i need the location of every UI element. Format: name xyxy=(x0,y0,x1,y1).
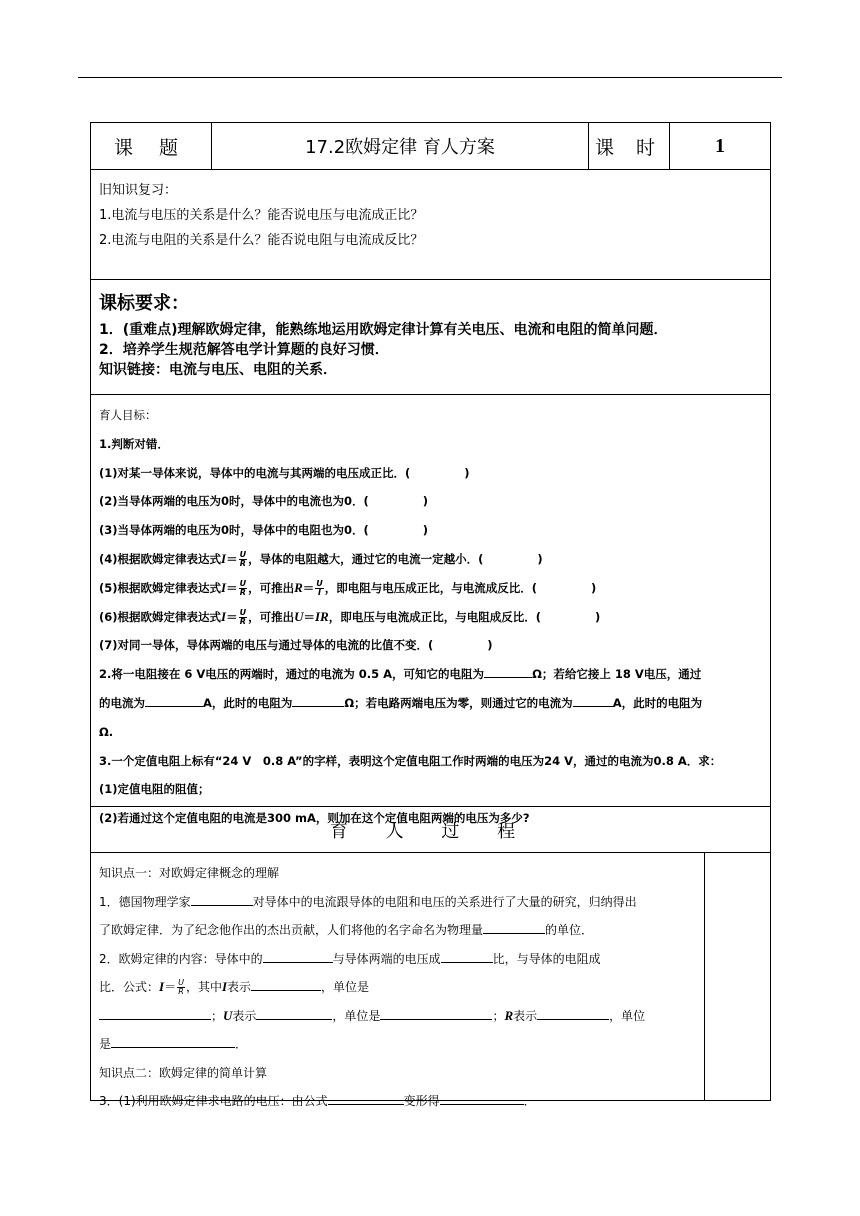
standards-item-1: 1．(重难点)理解欧姆定律，能熟练地运用欧姆定律计算有关电压、电流和电阻的简单问题． xyxy=(99,322,668,338)
p3-text: 3．(1)利用欧姆定律求电路的电压：由公式 xyxy=(99,1094,328,1108)
judge-heading: 1.判断对错． xyxy=(99,436,169,451)
judge-text: ，可推出 xyxy=(248,609,295,624)
question-3-part-1: (1)定值电阻的阻值； xyxy=(99,782,210,797)
p1-text: 1．德国物理学家 xyxy=(99,894,191,909)
process-item-1-line-2 xyxy=(99,916,698,945)
p2-text: 表示 xyxy=(513,1008,538,1023)
paren-close: ) xyxy=(537,551,543,566)
p2-text: 表示 xyxy=(232,1008,257,1023)
p3-text: 变形得 xyxy=(403,1094,440,1108)
numerator: U xyxy=(316,578,323,588)
blank-resistance xyxy=(484,665,532,678)
process-item-2-line-4 xyxy=(99,1030,698,1059)
judge-item-7 xyxy=(99,631,764,660)
blank-proportional xyxy=(441,950,493,963)
fraction-u-over-r xyxy=(239,609,248,626)
process-content xyxy=(91,853,705,1108)
judge-text: (5)根据欧姆定律表达式 xyxy=(99,580,222,595)
q2-text: A，此时的电阻为 xyxy=(612,695,703,710)
p2-text: 比，与导体的电阻成 xyxy=(492,951,601,966)
numerator: U xyxy=(239,578,247,588)
numerator: U xyxy=(239,549,247,559)
blank-physicist xyxy=(191,893,253,906)
process-section xyxy=(91,853,770,1108)
hours-value: 1 xyxy=(715,134,725,157)
equals: ＝ xyxy=(226,551,238,566)
judge-text: ，即电压与电流成正比，与电阻成反比．( xyxy=(328,609,541,624)
fraction-u-over-r xyxy=(239,551,248,568)
judge-text: (3)当导体两端的电压为0时，导体中的电阻也为0．( xyxy=(99,523,369,538)
question-2-line-2 xyxy=(99,689,764,718)
blank-r-unit xyxy=(111,1035,235,1048)
hours-label: 课 时 xyxy=(589,123,670,169)
equals: ＝ xyxy=(302,580,315,595)
judge-item-5 xyxy=(99,574,764,603)
var-i: I xyxy=(159,979,165,994)
judge-item-1 xyxy=(99,459,764,488)
review-section xyxy=(91,170,770,280)
blank-u-unit xyxy=(380,1007,492,1020)
var-r: R xyxy=(504,1007,514,1023)
judge-text: (6)根据欧姆定律表达式 xyxy=(99,609,222,624)
p2-text: ，其中 xyxy=(185,980,222,994)
judge-item-3 xyxy=(99,516,764,545)
process-item-2-line-3 xyxy=(99,1002,698,1031)
knowledge-point-2: 知识点二：欧姆定律的简单计算 xyxy=(99,1065,268,1080)
fraction-u-over-i xyxy=(315,580,324,597)
judge-item-6 xyxy=(99,603,764,632)
q2-text: Ω；若给它接上 18 V电压，通过 xyxy=(532,667,702,682)
p2-text: ，单位是 xyxy=(332,1008,381,1023)
header-row xyxy=(91,123,770,170)
knowledge-link: 知识链接：电流与电压、电阻的关系． xyxy=(99,362,337,378)
process-item-3 xyxy=(99,1087,698,1116)
question-2-line-3: Ω. xyxy=(99,724,114,739)
var-r: R xyxy=(294,579,303,595)
p1-text: 了欧姆定律．为了纪念他作出的杰出贡献，人们将他的名字命名为物理量 xyxy=(99,923,484,937)
var-i: I xyxy=(221,979,228,994)
topic-label: 课 题 xyxy=(91,123,212,169)
var-ir: IR xyxy=(314,608,329,624)
judge-text: ，可推出 xyxy=(248,580,295,595)
question-2-line-1 xyxy=(99,660,764,689)
p3-text: ． xyxy=(523,1094,536,1108)
var-i: I xyxy=(221,579,227,595)
p2-text: ． xyxy=(235,1037,248,1051)
blank-formula xyxy=(328,1092,404,1105)
question-3: 3.一个定值电阻上标有“24 V 0.8 A”的字样，表明这个定值电阻工作时两端的电压为24 V，通过的电流为0.8 A．求： xyxy=(99,753,722,768)
denominator: R xyxy=(239,558,246,568)
header-rule xyxy=(78,77,782,78)
var-u: U xyxy=(223,1007,233,1023)
goals-section xyxy=(91,395,770,826)
judge-text: (1)对某一导体来说，导体中的电流与其两端的电压成正比．( xyxy=(99,465,411,480)
standards-heading: 课标要求： xyxy=(99,293,189,314)
p2-text: 2．欧姆定律的内容：导体中的 xyxy=(99,951,263,966)
blank-current-2 xyxy=(573,694,613,707)
numerator: U xyxy=(239,607,247,617)
denominator: R xyxy=(178,987,184,996)
denominator: R xyxy=(239,587,246,597)
paren-close: ) xyxy=(594,609,601,624)
process-heading: 育 人 过 程 xyxy=(91,807,770,853)
judge-text: (7)对同一导体，导体两端的电压与通过导体的电流的比值不变．( xyxy=(99,638,434,653)
equals: ＝ xyxy=(164,980,177,994)
judge-text: (2)当导体两端的电压为0时，导体中的电流也为0．( xyxy=(99,494,369,509)
question-3-part-2: (2)若通过这个定值电阻的电流是300 mA，则加在这个定值电阻两端的电压为多少? xyxy=(99,811,530,826)
q2-text: Ω；若电路两端电压为零，则通过它的电流为 xyxy=(344,695,573,710)
notes-column xyxy=(705,853,770,1100)
numerator: U xyxy=(178,978,184,987)
equals: ＝ xyxy=(303,609,315,624)
judge-text: ，导体的电阻越大，通过它的电流一定越小．( xyxy=(248,551,484,566)
standards-item-2: 2．培养学生规范解答电学计算题的良好习惯． xyxy=(99,342,389,358)
blank-current xyxy=(145,694,203,707)
p1-text: 对导体中的电流跟导体的电阻和电压的关系进行了大量的研究，归纳得出 xyxy=(252,894,637,909)
q2-text: 2.将一电阻接在 6 V电压的两端时，通过的电流为 0.5 A，可知它的电阻为 xyxy=(99,667,485,682)
standards-section xyxy=(91,280,770,395)
fraction-u-over-r xyxy=(177,979,185,996)
blank-current-word xyxy=(263,950,333,963)
p2-text: 表示 xyxy=(227,980,252,994)
p2-text: 是 xyxy=(99,1037,112,1051)
paren-close: ) xyxy=(464,465,470,480)
blank-i-meaning xyxy=(251,978,321,991)
blank-resistance-2 xyxy=(292,694,344,707)
p2-text: ； xyxy=(492,1008,505,1023)
blank-r-meaning xyxy=(537,1007,609,1020)
fraction-u-over-r xyxy=(239,580,248,597)
blank-u-meaning xyxy=(256,1007,332,1020)
paren-close: ) xyxy=(487,638,493,653)
judge-text: (4)根据欧姆定律表达式 xyxy=(99,551,222,566)
blank-i-unit xyxy=(99,1007,211,1020)
paren-close: ) xyxy=(591,580,597,595)
lesson-plan-table xyxy=(90,122,771,1108)
p2-text: ； xyxy=(211,1008,224,1023)
p2-text: 与导体两端的电压成 xyxy=(332,951,441,966)
blank-quantity xyxy=(483,921,545,934)
goals-heading: 育人目标： xyxy=(99,408,157,422)
var-i: I xyxy=(221,550,227,566)
lesson-title: 17.2欧姆定律 育人方案 xyxy=(212,123,589,169)
p2-text: 比．公式： xyxy=(99,980,160,994)
judge-item-4 xyxy=(99,545,764,574)
var-u: U xyxy=(294,608,304,624)
paren-close: ) xyxy=(422,494,429,509)
q2-text: A，此时的电阻为 xyxy=(203,695,293,710)
review-question-1: 1.电流与电压的关系是什么？能否说电压与电流成正比？ xyxy=(99,208,424,223)
blank-derived xyxy=(440,1092,524,1105)
process-item-2-line-1 xyxy=(99,945,698,974)
process-item-2-line-2 xyxy=(99,973,698,1002)
judge-text: ，即电阻与电压成正比，与电流成反比．( xyxy=(324,580,538,595)
var-i: I xyxy=(221,608,227,624)
judge-item-2 xyxy=(99,487,764,516)
p2-text: ，单位是 xyxy=(321,980,370,994)
p2-text: ，单位 xyxy=(609,1008,646,1023)
knowledge-point-1: 知识点一：对欧姆定律概念的理解 xyxy=(99,866,280,880)
review-heading: 旧知识复习： xyxy=(99,183,178,198)
denominator: I xyxy=(318,587,321,597)
equals: ＝ xyxy=(226,580,238,595)
denominator: R xyxy=(239,616,246,626)
p1-text: 的单位． xyxy=(545,923,594,937)
equals: ＝ xyxy=(226,609,238,624)
process-item-1-line-1 xyxy=(99,888,698,917)
paren-close: ) xyxy=(422,523,429,538)
review-question-2: 2.电流与电阻的关系是什么？能否说电阻与电流成反比？ xyxy=(99,233,424,248)
q2-text: 的电流为 xyxy=(99,695,145,710)
